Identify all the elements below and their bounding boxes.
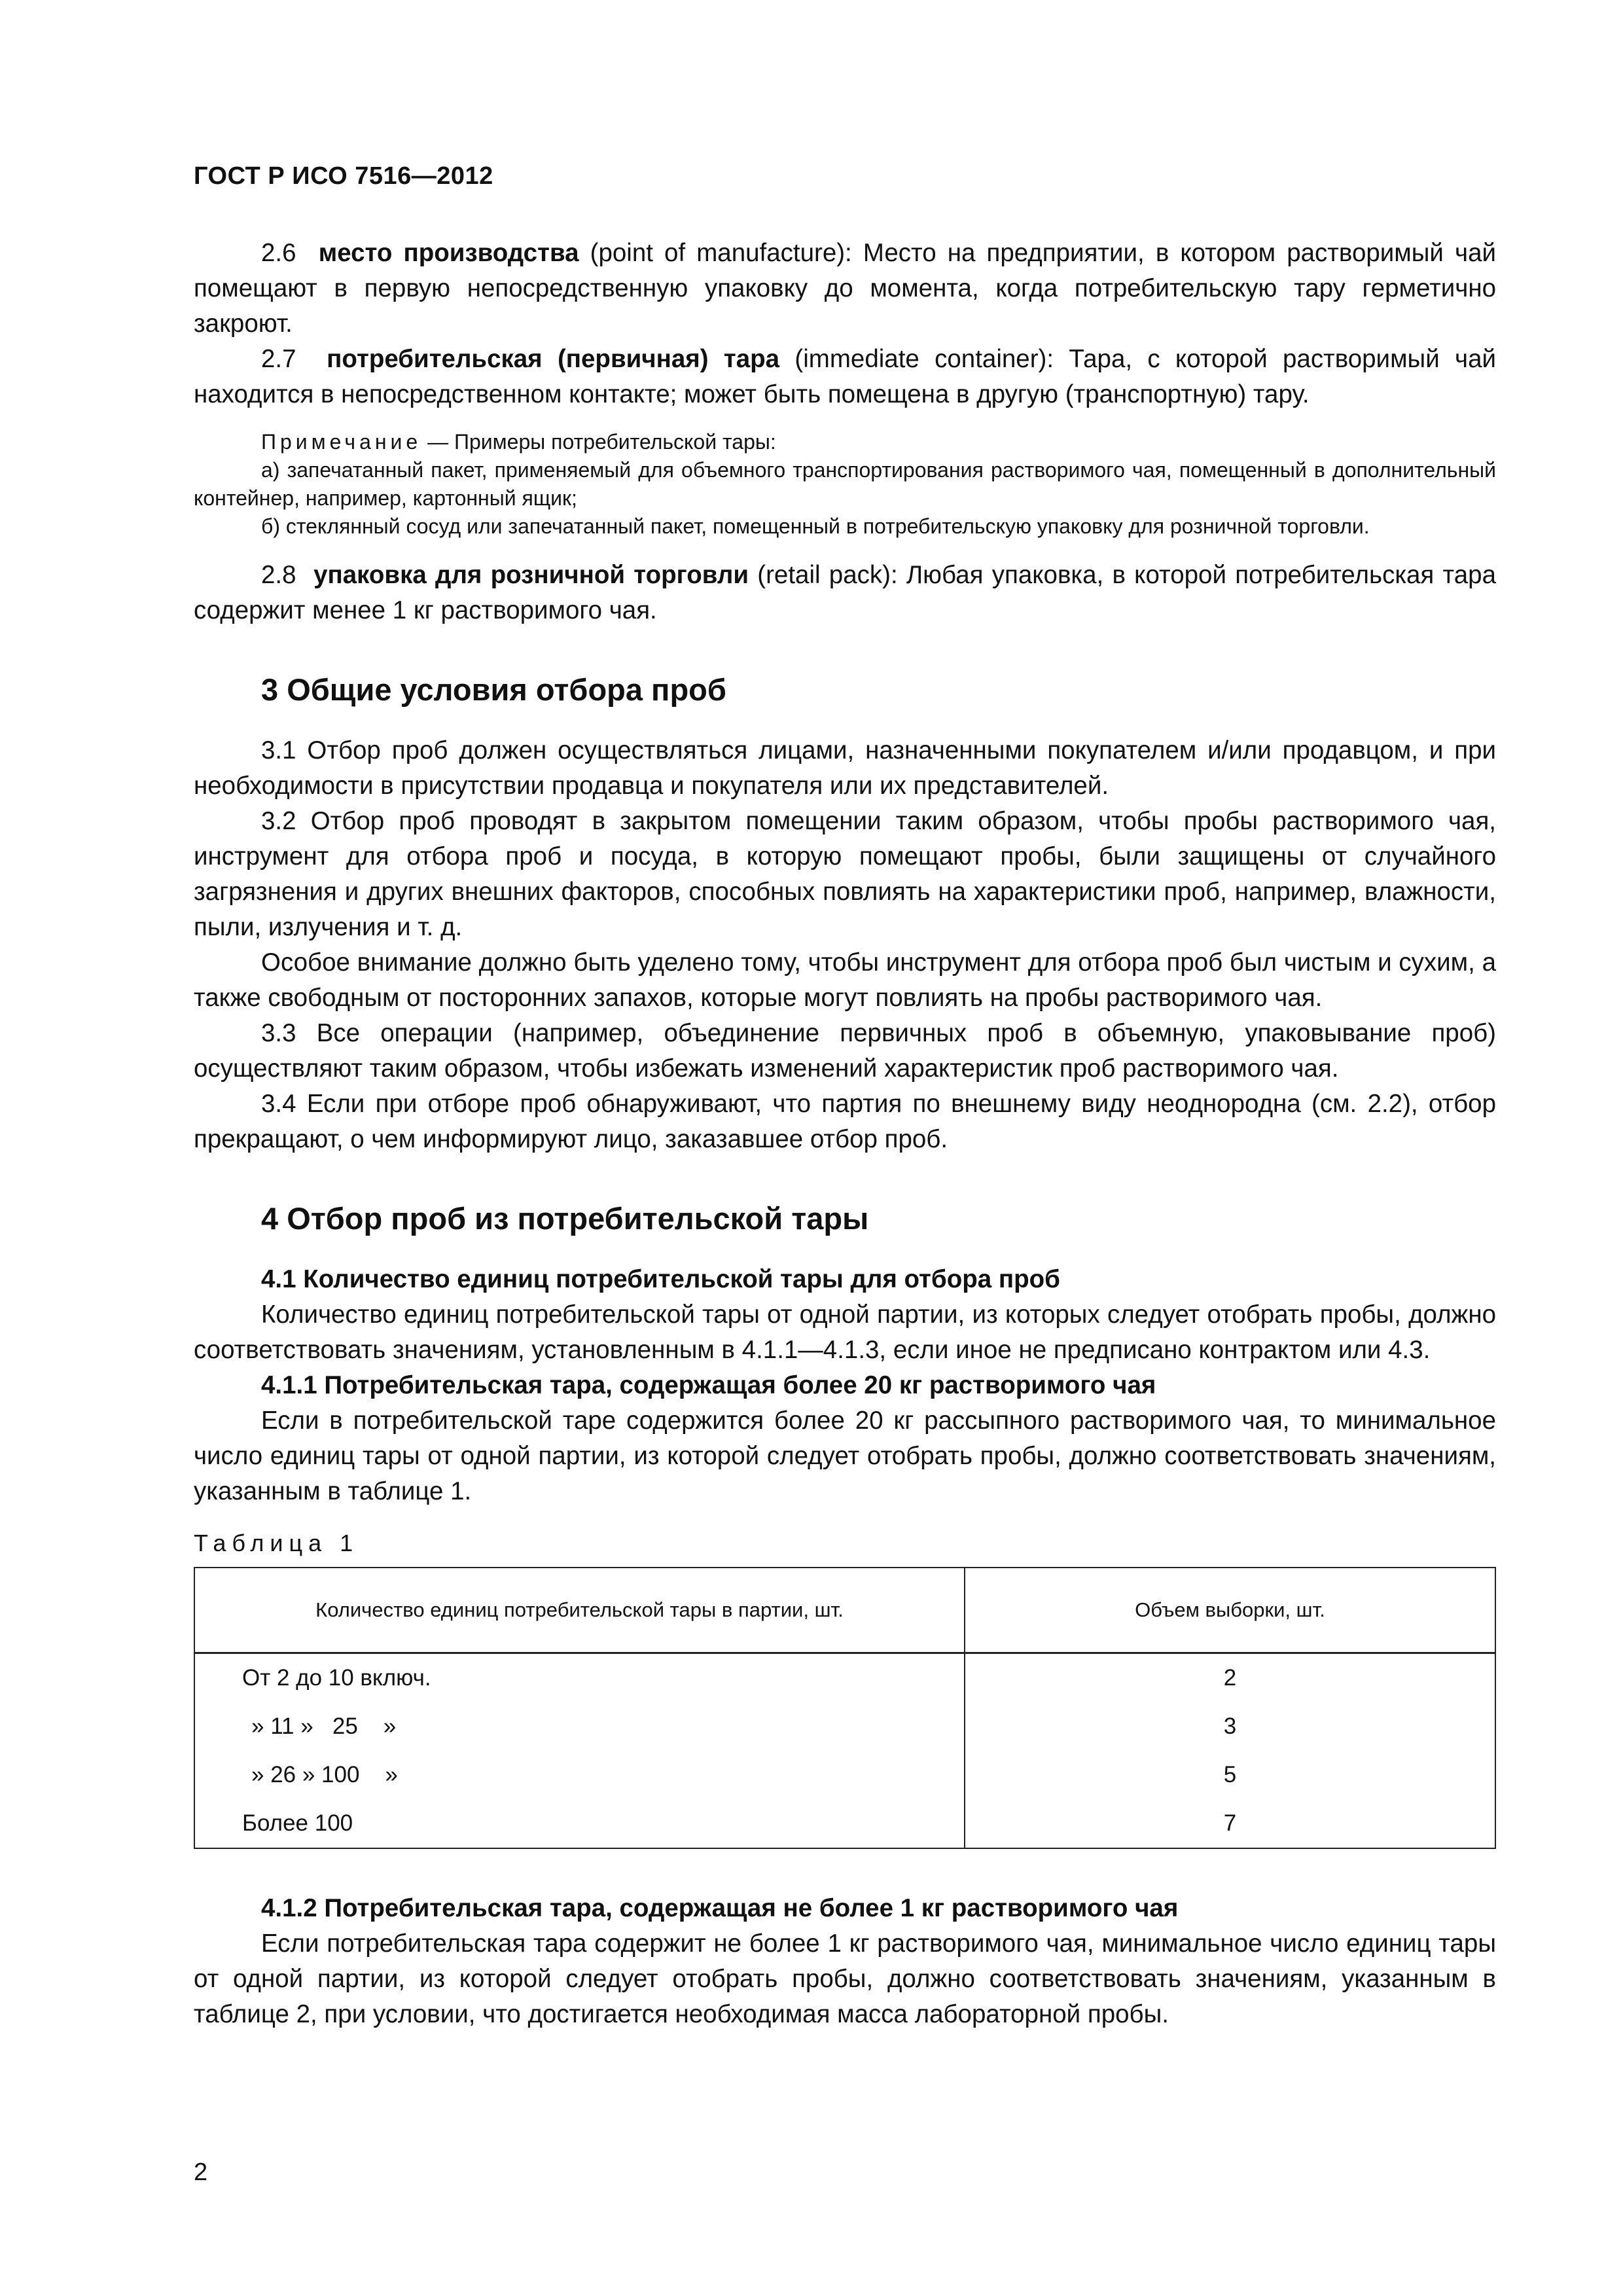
definition-term: упаковка для розничной торговли (313, 561, 749, 589)
subsection-4-1-text: Количество единиц потребительской тары от одной партии, из которых следует отобрать пробы, должно соответствовать значениям, установленным в 4.1.1—4.1.3, если иное не предписано контрактом или 4.3. (194, 1300, 1496, 1364)
page-content (194, 236, 1496, 2032)
table-caption: Таблица 1 (194, 1530, 359, 1556)
table-row (194, 1751, 1495, 1799)
note-item-b: б) стеклянный сосуд или запечатанный пакет, помещенный в потребительскую упаковку для розничной торговли. (261, 514, 1370, 538)
table-row (194, 1702, 1495, 1751)
table-cell-sample-size: 3 (965, 1702, 1495, 1751)
table-cell-sample-size: 7 (965, 1799, 1495, 1848)
definition-2-8 (194, 558, 1496, 628)
subsection-4-1-2-text: Если потребительская тара содержит не более 1 кг растворимого чая, минимальное число единиц тары от одной партии, из которой следует отобрать пробы, должно соответствовать значениям, указанным в таблице 2, при условии, что достигается необходимая масса лабораторной пробы. (194, 1929, 1496, 2028)
table-header-lot-size: Количество единиц потребительской тары в партии, шт. (194, 1568, 965, 1653)
note-intro-text: — Примеры потребительской тары: (421, 430, 776, 454)
clause-3-3: 3.3 Все операции (например, объединение первичных проб в объемную, упаковывание проб) осуществляют таким образом, чтобы избежать изменений характеристик проб растворимого чая. (194, 1019, 1496, 1083)
sample-size-table (194, 1567, 1496, 1849)
table-cell-sample-size: 2 (965, 1653, 1495, 1703)
subsection-4-1-title: 4.1 Количество единиц потребительской тары для отбора проб (261, 1265, 1060, 1293)
clause-3-2: 3.2 Отбор проб проводят в закрытом помещении таким образом, чтобы пробы растворимого чая, инструмент для отбора проб и посуда, в которую помещают пробы, были защищены от случайного загрязнения и других внешних факторов, способных повлиять на характеристики проб, например, влажности, пыли, излучения и т. д. (194, 807, 1496, 941)
table-header-row (194, 1568, 1495, 1653)
table-cell-lot-size: Более 100 (194, 1799, 965, 1848)
note-label: Примечание (261, 430, 422, 454)
table-header-sample-size: Объем выборки, шт. (965, 1568, 1495, 1653)
page-number: 2 (194, 2159, 208, 2186)
definition-term: место производства (318, 239, 579, 267)
clause-3-2-continued: Особое внимание должно быть уделено тому, чтобы инструмент для отбора проб был чистым и сухим, а также свободным от посторонних запахов, которые могут повлиять на пробы растворимого чая. (194, 948, 1496, 1012)
definition-2-6 (194, 236, 1496, 342)
definition-number: 2.7 (261, 345, 296, 373)
section-3-title: 3 Общие условия отбора проб (261, 672, 726, 707)
table-row (194, 1799, 1495, 1848)
definition-2-7 (194, 342, 1496, 412)
definition-number: 2.8 (261, 561, 296, 589)
subsection-4-1-1-title: 4.1.1 Потребительская тара, содержащая более 20 кг растворимого чая (261, 1371, 1156, 1399)
definition-text: (retail pack): Любая упаковка, в которой потребительская тара содержит менее 1 кг растворимого чая. (194, 561, 1496, 624)
subsection-4-1-1-text: Если в потребительской таре содержится более 20 кг рассыпного растворимого чая, то минимальное число единиц тары от одной партии, из которой следует отобрать пробы, должно соответствовать значениям, указанным в таблице 1. (194, 1407, 1496, 1505)
table-row (194, 1653, 1495, 1703)
clause-3-1: 3.1 Отбор проб должен осуществляться лицами, назначенными покупателем и/или продавцом, и при необходимости в присутствии продавца и покупателя или их представителей. (194, 736, 1496, 800)
note-item-a: а) запечатанный пакет, применяемый для объемного транспортирования растворимого чая, помещенный в дополнительный контейнер, например, картонный ящик; (194, 458, 1496, 510)
subsection-4-1-2-title: 4.1.2 Потребительская тара, содержащая не более 1 кг растворимого чая (261, 1894, 1179, 1922)
table-cell-lot-size: » 26 » 100 » (194, 1751, 965, 1799)
definition-term: потребительская (первичная) тара (327, 345, 780, 373)
note-intro (194, 428, 1496, 456)
table-cell-lot-size: » 11 » 25 » (194, 1702, 965, 1751)
clause-3-4: 3.4 Если при отборе проб обнаруживают, что партия по внешнему виду неоднородна (см. 2.2), отбор прекращают, о чем информируют лицо, заказавшее отбор проб. (194, 1090, 1496, 1153)
table-cell-lot-size: От 2 до 10 включ. (194, 1653, 965, 1703)
definition-text: (immediate container): Тара, с которой растворимый чай находится в непосредственном контакте; может быть помещена в другую (транспортную) тару. (194, 345, 1496, 408)
definition-text: (point of manufacture): Место на предприятии, в котором растворимый чай помещают в первую непосредственную упаковку до момента, когда потребительскую тару герметично закроют. (194, 239, 1496, 338)
table-cell-sample-size: 5 (965, 1751, 1495, 1799)
note-block (194, 428, 1496, 541)
definition-number: 2.6 (261, 239, 296, 267)
document-header: ГОСТ Р ИСО 7516—2012 (194, 162, 493, 190)
section-4-title: 4 Отбор проб из потребительской тары (261, 1201, 869, 1236)
